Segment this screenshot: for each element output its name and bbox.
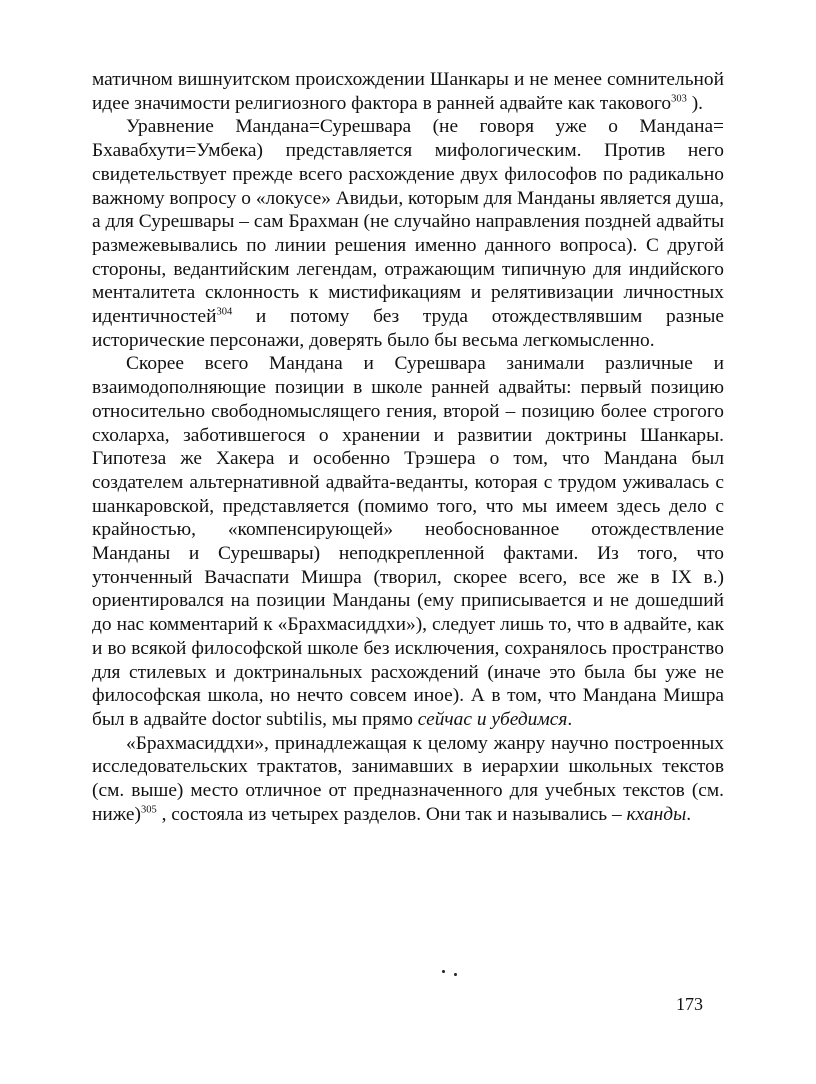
page-number: 173 (676, 994, 703, 1014)
italic-text: сейчас и убедимся (417, 708, 568, 730)
paragraph-text: . (567, 708, 573, 730)
paragraph (92, 115, 724, 352)
paragraph-text: Уравнение Мандана=Сурешвара (не говоря уже о Мандана= Бхавабхути=Умбека) представляется мифологическим. Против него свидетельствует прежде всего расхождение двух философов по радикально важному вопросу о «локусе» Авидьи, которым для Манданы является душа, а для Сурешвары – сам Брахман (не случайно направления поздней адвайты размежевывались по линии решения именно данного вопроса). С другой стороны, ведантийским легендам, отражающим типичную для индийского менталитета склонность к мистификациям и релятивизации личностных идентичностей (92, 116, 724, 328)
paragraph-text: Скорее всего Мандана и Сурешвара занимали различные и взаимодополняющие позиции в школе ранней адвайты: первый позицию относительно свободномыслящего гения, второй – позицию более строгого схоларха, заботившегося о хранении и развитии доктрины Шанкары. Гипотеза же Хакера и особенно Трэшера о том, что Мандана был создателем альтернативной адвайта-веданты, которая с трудом уживалась с шанкаровской, представляется (помимо того, что мы имеем здесь дело с крайностью, «компенсирующей» необоснованное отождествление Манданы и Сурешвары) неподкрепленной фактами. Из того, что утонченный Вачаспати Мишра (творил, скорее всего, все же в IX в.) ориентировался на позиции Манданы (ему приписывается и не дошедший до нас комментарий к «Брахмасиддхи»), следует лишь то, что в адвайте, как и во всякой философской школе без исключения, сохранялось пространство для стилевых и доктринальных расхождений (иначе это была бы уже не философская школа, но нечто совсем иное). А в том, что Мандана Мишра был в адвайте doctor subtilis, мы прямо (92, 353, 724, 730)
paragraph (92, 732, 724, 827)
page-body-text (92, 68, 724, 827)
paragraph (92, 352, 724, 731)
paragraph (92, 68, 724, 115)
paragraph-text: ). (686, 92, 703, 114)
footnote-marker: 303 (671, 93, 687, 105)
italic-text: кханды (626, 803, 687, 825)
paragraph-text: матичном вишнуитском происхождении Шанкары и не менее сомнительной идее значимости религиозного фактора в ранней адвайте как такового (92, 69, 724, 114)
paragraph-text: , состояла из четырех разделов. Они так и назывались – (156, 803, 627, 825)
footnote-marker: 304 (216, 306, 233, 318)
paragraph-text: «Брахмасиддхи», принадлежащая к целому жанру научно построенных исследовательских трактатов, занимавших в иерархии школьных текстов (см. выше) место отличное от предназначенного для учебных текстов (см. ниже) (92, 732, 724, 825)
footnote-marker: 305 (140, 804, 157, 816)
paragraph-text: . (686, 803, 692, 825)
paragraph-text: и потому без труда отождествлявшим разные исторические персонажи, доверять было бы весьма легкомысленно. (92, 306, 724, 351)
stray-ink-marks (440, 968, 464, 978)
